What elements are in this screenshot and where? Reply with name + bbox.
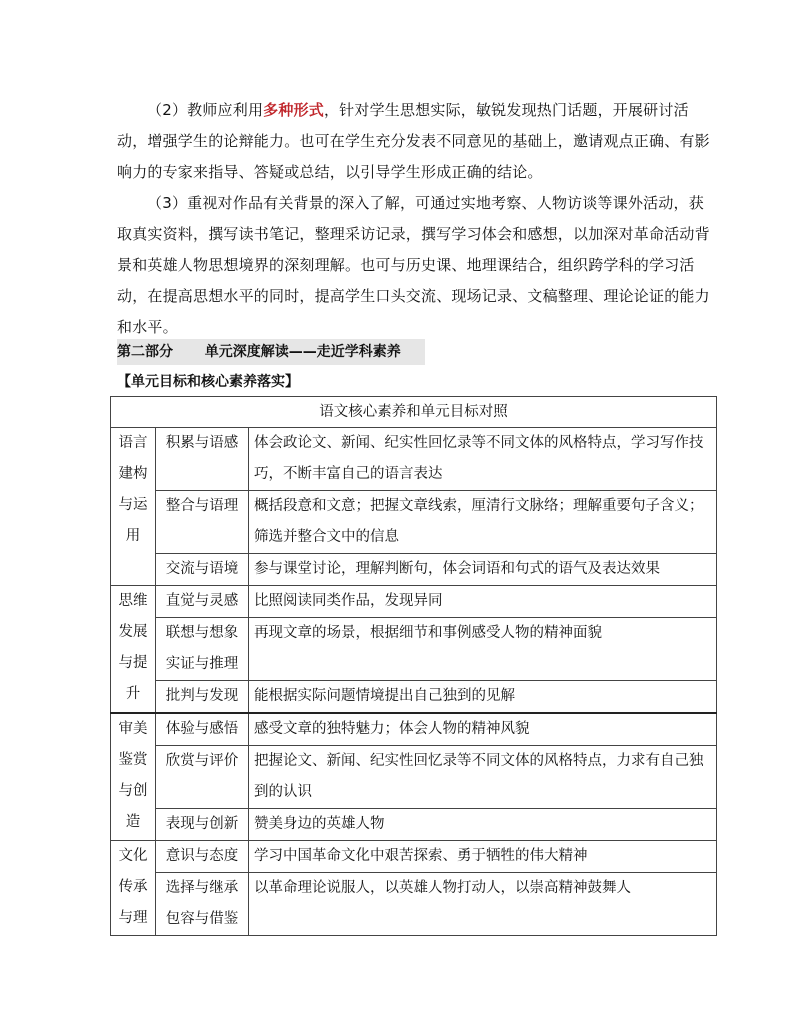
section-part-label: 第二部分 [117,344,173,360]
category-cell: 审美鉴赏与创造 [111,713,156,841]
paragraph-prefix: （2）教师应利用 [147,101,264,119]
category-cell: 文化传承与理 [111,841,156,936]
ability-cell: 直觉与灵感 [156,586,249,618]
goal-cell: 以革命理论说服人，以英雄人物打动人，以崇高精神鼓舞人 [249,873,717,936]
table-row [111,841,717,873]
table-caption: 语文核心素养和单元目标对照 [111,397,717,428]
goal-cell: 学习中国革命文化中艰苦探索、勇于牺牲的伟大精神 [249,841,717,873]
goal-cell: 比照阅读同类作品，发现异同 [249,586,717,618]
ability-cell: 积累与语感 [156,428,249,491]
table-header-row [111,397,717,428]
goal-cell: 概括段意和文意；把握文章线索，厘清行文脉络；理解重要句子含义；筛选并整合文中的信息 [249,491,717,554]
ability-cell: 欣赏与评价 [156,746,249,809]
goal-cell: 能根据实际问题情境提出自己独到的见解 [249,681,717,714]
category-cell: 思维发展与提升 [111,586,156,714]
sub-heading: 【单元目标和核心素养落实】 [117,374,299,390]
ability-cell: 体验与感悟 [156,713,249,746]
paragraph-suffix: ，针对学生思想实际，敏锐发现热门话题，开展研讨活动，增强学生的论辩能力。也可在学生充分发表不同意见的基础上，邀请观点正确、有影响力的专家来指导、答疑或总结，以引导学生形成正确的结论。 [117,101,710,181]
table-row [111,713,717,746]
ability-cell: 表现与创新 [156,809,249,841]
goal-cell: 感受文章的独特魅力；体会人物的精神风貌 [249,713,717,746]
goal-cell: 体会政论文、新闻、纪实性回忆录等不同文体的风格特点，学习写作技巧，不断丰富自己的语言表达 [249,428,717,491]
table-row [111,491,717,554]
ability-cell: 整合与语理 [156,491,249,554]
table-row [111,681,717,714]
table-row [111,746,717,809]
ability-cell: 意识与态度 [156,841,249,873]
section-part-title: 单元深度解读——走近学科素养 [204,344,401,360]
table-row [111,554,717,586]
ability-cell: 选择与继承包容与借鉴 [156,873,249,936]
table-row [111,873,717,936]
emphasis-text: 多种形式 [263,101,324,119]
section-heading [117,339,425,365]
table-row [111,428,717,491]
literacy-goals-table [110,396,717,936]
ability-cell: 联想与想象实证与推理 [156,618,249,681]
table-row [111,809,717,841]
goal-cell: 参与课堂讨论，理解判断句，体会词语和句式的语气及表达效果 [249,554,717,586]
paragraph-background-study: （3）重视对作品有关背景的深入了解，可通过实地考察、人物访谈等课外活动，获取真实资料，撰写读书笔记，整理采访记录，撰写学习体会和感想，以加深对革命活动背景和英雄人物思想境界的深刻理解。也可与历史课、地理课结合，组织跨学科的学习活动，在提高思想水平的同时，提高学生口头交流、现场记录、文稿整理、理论论证的能力和水平。 [117,194,710,336]
ability-cell: 交流与语境 [156,554,249,586]
goal-cell: 再现文章的场景，根据细节和事例感受人物的精神面貌 [249,618,717,681]
goal-cell: 把握论文、新闻、纪实性回忆录等不同文体的风格特点，力求有自己独到的认识 [249,746,717,809]
ability-cell: 批判与发现 [156,681,249,714]
category-cell: 语言建构与运用 [111,428,156,586]
goal-cell: 赞美身边的英雄人物 [249,809,717,841]
table-row [111,586,717,618]
paragraph-teaching-forms [117,95,717,188]
table-row [111,618,717,681]
